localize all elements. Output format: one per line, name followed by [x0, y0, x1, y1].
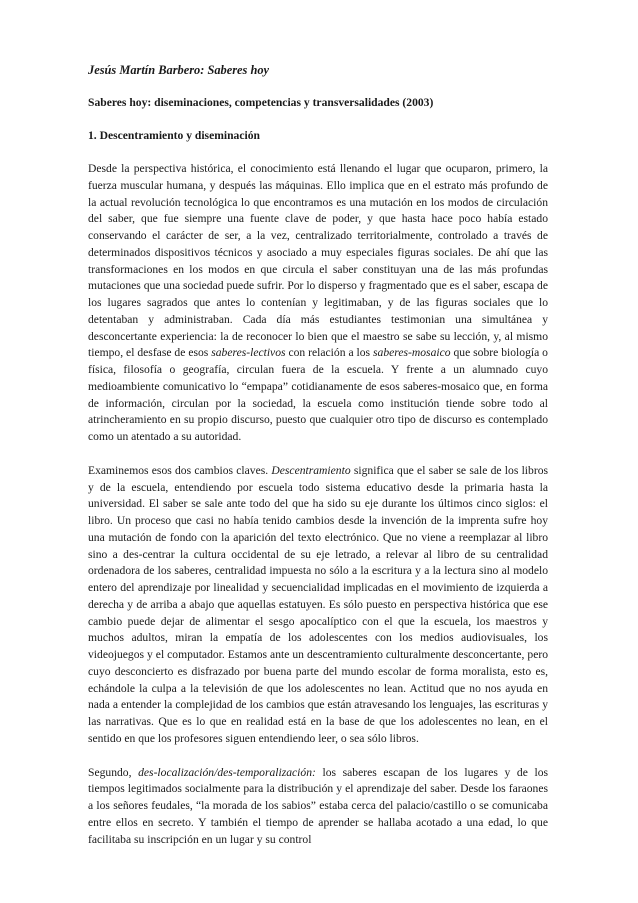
- document-title: Jesús Martín Barbero: Saberes hoy: [88, 63, 270, 77]
- paragraph-1-emphasis-1: saberes-lectivos: [211, 346, 286, 360]
- paragraph-1-emphasis-2: saberes-mosaico: [373, 346, 451, 360]
- paragraph-2-text-a: Examinemos esos dos cambios claves.: [88, 463, 272, 477]
- paragraph-1: [88, 161, 548, 446]
- paragraph-2-text-b: significa que el saber se sale de los libros y de la escuela, entendiendo por escuela todo sistema educativo desde la primaria hasta la universidad. El saber se sale ante todo del que ha sido su eje durante los últimos cinco siglos: el libro. Un proceso que casi no había tenido cambios desde la invención de la imprenta sufre hoy una mutación de fondo con la aparición del texto electrónico. Que no viene a reemplazar al libro sino a des-centrar la cultura occidental de su eje letrado, a relevar al libro de su centralidad ordenadora de los saberes, centralidad impuesta no sólo a la escritura y a la lectura sino al modelo entero del aprendizaje por linealidad y secuencialidad implicadas en el movimiento de izquierda a derecha y de arriba a abajo que aquellas estatuyen. Es sólo puesto en perspectiva histórica que ese cambio puede dejar de alimentar el sesgo apocalíptico con el que la escuela, los maestros y muchos adultos, miran la empatía de los adolescentes con los medios audiovisuales, los videojuegos y el computador. Estamos ante un descentramiento culturalmente desconcertante, pero cuyo desconcierto es disfrazado por buena parte del mundo escolar de forma moralista, esto es, echándole la culpa a la televisión de que los adolescentes no lean. Actitud que no nos ayuda en nada a entender la complejidad de los cambios que están atravesando los lenguajes, las escrituras y las narrativas. Que es lo que en realidad está en la base de que los adolescentes no lean, en el sentido en que los profesores siguen entendiendo leer, o sea sólo libros.: [88, 463, 548, 745]
- paragraph-2-emphasis-1: Descentramiento: [271, 463, 351, 477]
- document-subtitle: Saberes hoy: diseminaciones, competencias y transversalidades (2003): [88, 96, 434, 109]
- document-page: [88, 62, 548, 848]
- paragraph-1-text-a: Desde la perspectiva histórica, el conocimiento está llenando el lugar que ocuparon, primero, la fuerza muscular humana, y después las máquinas. Ello implica que en el estrato más profundo de la actual revolución tecnológica lo que encontramos es una mutación en los modos de circulación del saber, que fue siempre una fuente clave de poder, y que hasta hace poco había estado conservando el carácter de ser, a la vez, centralizado territorialmente, controlado a través de determinados dispositivos técnicos y asociado a muy especiales figuras sociales. De ahí que las transformaciones en los modos en que circula el saber constituyan una de las más profundas mutaciones que una sociedad puede sufrir. Por lo disperso y fragmentado que es el saber, escapa de los lugares sagrados que antes lo contenían y legitimaban, y de las figuras sociales que lo detentaban y administraban. Cada día más estudiantes testimonian una simultánea y desconcertante experiencia: la de reconocer lo bien que el maestro se sabe su lección, y, al mismo tiempo, el desfase de esos: [88, 162, 548, 360]
- section-heading: 1. Descentramiento y diseminación: [88, 129, 260, 142]
- paragraph-2: [88, 463, 548, 748]
- paragraph-1-text-c: que sobre biología o física, filosofía o geografía, circulan fuera de la escuela. Y frente a un alumnado cuyo medioambiente comunicativo lo “empapa” cotidianamente de esos saberes-mosaico que, en forma de información, circulan por la sociedad, la escuela como institución tiende sobre todo al atrincheramiento en su propio discurso, puesto que cualquier otro tipo de discurso es contemplado como un atentado a su autoridad.: [88, 346, 548, 443]
- paragraph-3: [88, 765, 548, 849]
- paragraph-1-text-b: con relación a los: [285, 346, 374, 360]
- paragraph-3-text-b: los saberes escapan de los lugares y de los tiempos legitimados socialmente para la distribución y el aprendizaje del saber. Desde los faraones a los señores feudales, “la morada de los sabios” estaba cerca del palacio/castillo o se comunicaba entre ellos en secreto. Y también el tiempo de aprender se hallaba acotado a una edad, lo que facilitaba su inscripción en un lugar y su control: [88, 765, 549, 846]
- paragraph-3-emphasis-1: des-localización/des-temporalización:: [138, 765, 316, 779]
- paragraph-3-text-a: Segundo,: [88, 765, 139, 779]
